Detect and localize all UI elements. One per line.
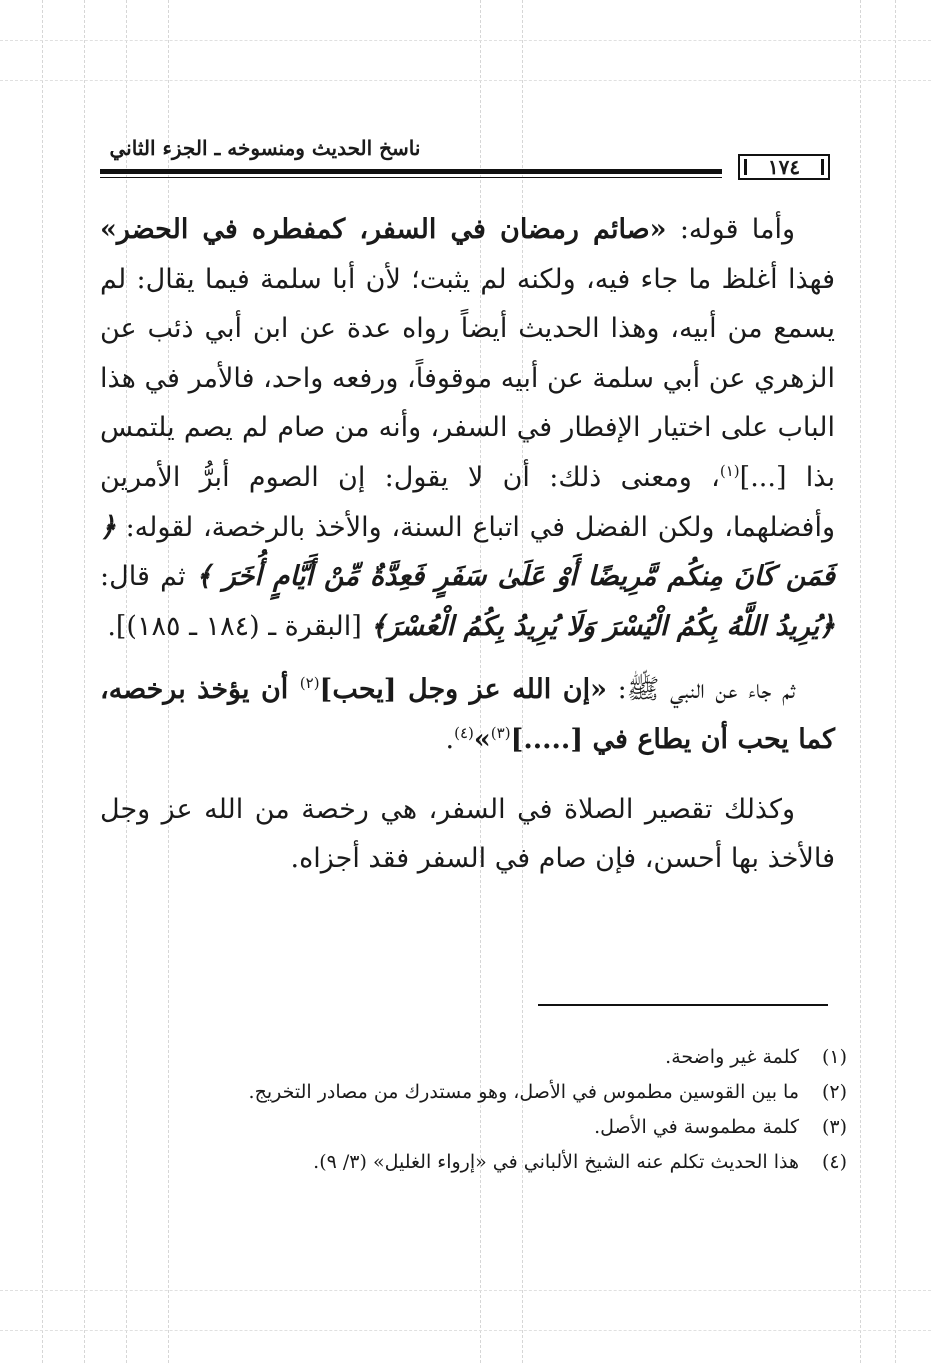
- text-run: .: [445, 723, 455, 755]
- scan-gridline: [84, 0, 85, 1363]
- footnote-text: كلمة غير واضحة.: [665, 1046, 799, 1068]
- text-run: فهذا أغلظ ما جاء فيه، ولكنه لم يثبت؛ لأن أبا سلمة فيما يقال: لم يسمع من أبيه، وهذا الحديث أيضاً رواه عدة عن ابن أبي ذئب عن الزهري عن أبي سلمة عن أبيه موقوفاً، ورفعه واحد، فالأمر في هذا الباب على اختيار الإفطار في السفر، وأنه من صام لم يصم يلتمس بذا [...]: [100, 263, 836, 493]
- footnote-number: (٢): [821, 1081, 847, 1103]
- header-rule: [100, 177, 722, 178]
- paragraph: [100, 665, 835, 764]
- paragraph: وكذلك تقصير الصلاة في السفر، هي رخصة من الله عز وجل فالأخذ بها أحسن، فإن صام في السفر فقد أجزاه.: [100, 793, 835, 875]
- scan-gridline: [0, 40, 931, 41]
- hadith-quote: «إن الله عز وجل [يحب]: [319, 674, 607, 706]
- scan-gridline: [860, 0, 861, 1363]
- footnote-ref: (٤): [454, 723, 474, 742]
- footnote-separator: [538, 1004, 828, 1006]
- footnote-text: هذا الحديث تكلم عنه الشيخ الألباني في «إرواء الغليل» (٣/ ٩).: [313, 1151, 799, 1173]
- footnote-item: [112, 1075, 847, 1110]
- footnotes: [112, 1040, 847, 1180]
- quran-verse: ﴿ فَمَن كَانَ مِنكُم مَّرِيضًا أَوْ عَلَىٰ سَفَرٍ فَعِدَّةٌ مِّنْ أَيَّامٍ أُخَرَ ﴾: [100, 511, 835, 593]
- main-text: [100, 205, 835, 884]
- page-header: [100, 132, 830, 192]
- footnote-ref: (٢): [299, 674, 320, 693]
- footnote-text: ما بين القوسين مطموس في الأصل، وهو مستدرك من مصادر التخريج.: [248, 1081, 799, 1103]
- text-run: ، ومعنى ذلك: أن لا يقول: إن الصوم أبرُّ الأمرين وأفضلهما، ولكن الفضل في اتباع السنة، والأخذ بالرخصة، لقوله:: [100, 461, 835, 543]
- scan-gridline: [42, 0, 43, 1363]
- footnote-text: كلمة مطموسة في الأصل.: [594, 1116, 799, 1138]
- text-run: ثم قال:: [100, 561, 196, 593]
- scan-gridline: [0, 80, 931, 81]
- quran-verse: ﴿يُرِيدُ اللَّهُ بِكُمُ الْيُسْرَ وَلَا يُرِيدُ بِكُمُ الْعُسْرَ﴾: [370, 610, 835, 642]
- hadith-quote: «صائم رمضان في السفر، كمفطره في الحضر»: [100, 214, 667, 245]
- footnote-ref: (١): [719, 461, 740, 480]
- header-rule: [100, 169, 722, 174]
- hadith-quote: »: [473, 723, 491, 755]
- footnote-item: [112, 1040, 847, 1075]
- page-number: ١٧٤: [738, 154, 830, 180]
- text-run: وأما قوله:: [666, 214, 795, 245]
- footnote-ref: (٣): [490, 723, 511, 742]
- footnote-number: (١): [821, 1046, 847, 1068]
- scan-gridline: [0, 1330, 931, 1331]
- paragraph: [100, 205, 835, 651]
- footnote-item: [112, 1145, 847, 1180]
- verse-reference: [البقرة ـ (١٨٤ ـ ١٨٥)].: [107, 610, 371, 642]
- text-run: ثم جاء عن النبي ﷺ:: [606, 674, 795, 706]
- footnote-number: (٣): [821, 1116, 847, 1138]
- running-title: ناسخ الحديث ومنسوخه ـ الجزء الثاني: [109, 136, 421, 160]
- hadith-quote: أن يؤخذ برخصه، كما يحب أن يطاع في [.....]: [100, 674, 835, 755]
- footnote-item: [112, 1110, 847, 1145]
- scan-gridline: [0, 1290, 931, 1291]
- footnote-number: (٤): [821, 1151, 847, 1173]
- scan-gridline: [895, 0, 896, 1363]
